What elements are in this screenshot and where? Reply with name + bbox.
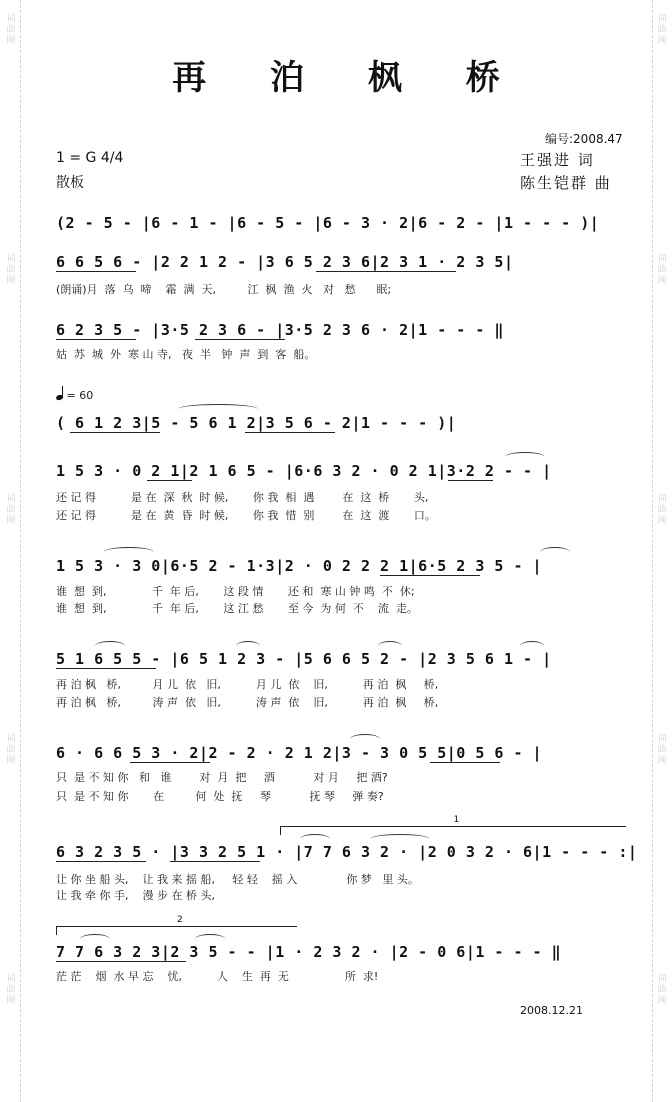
song-title: 再 泊 枫 桥: [172, 58, 526, 98]
lyric-line-9-verse-1: 让 你 坐 船 头, 让 我 来 摇 船, 轻 轻 摇 入 你 梦 里 头。: [56, 873, 419, 886]
quarter-note-icon: [55, 394, 63, 401]
watermark-right-5: 词 曲 网: [657, 974, 667, 1006]
tempo-value: = 60: [66, 389, 94, 402]
beam-line: [245, 432, 335, 433]
beam-line: [316, 271, 456, 272]
beam-line: [56, 271, 136, 272]
notation-line-7: 5 1 6 5 5 - |6 5 1 2 3 - |5 6 6 5 2 - |2 3 5 6 1 - |: [56, 650, 552, 668]
watermark-right-1: 词 曲 网: [657, 14, 667, 46]
volta-label-1: 1: [453, 815, 460, 825]
lyric-line-6-verse-1: 谁 想 到, 千 年 后, 这 段 情 还 和 寒 山 钟 鸣 不 休;: [56, 585, 415, 598]
left-margin-line: [20, 0, 21, 1102]
volta-label-2: 2: [177, 915, 183, 925]
lyric-line-5-verse-1: 还 记 得 是 在 深 秋 时 候, 你 我 相 遇 在 这 桥 头,: [56, 491, 429, 504]
composition-date: 2008.12.21: [520, 1004, 583, 1017]
lyric-line-9-verse-2: 让 我 牵 你 手, 漫 步 在 桥 头,: [56, 889, 215, 902]
lyric-line-5-verse-2: 还 记 得 是 在 黄 昏 时 候, 你 我 惜 别 在 这 渡 口。: [56, 509, 436, 522]
lyric-line-7-verse-1: 再 泊 枫 桥, 月 儿 依 旧, 月 儿 依 旧, 再 泊 枫 桥,: [56, 678, 439, 691]
key-signature: 1 = G 4/4: [56, 150, 124, 166]
notation-line-9: 6 3 2 3 5 · |3 3 2 5 1 · |7 7 6 3 2 · |2 0 3 2 · 6|1 - - - :|: [56, 843, 638, 861]
watermark-right-3: 词 曲 网: [657, 494, 667, 526]
watermark-left-1: 词 曲 网: [6, 14, 16, 46]
notation-line-4: ( 6 1 2 3|5 - 5 6 1 2|3 5 6 - 2|1 - - - )|: [56, 414, 457, 432]
lyric-line-10-verse-1: 茫 茫 烟 水 早 忘 忧, 人 生 再 无 所 求!: [56, 970, 379, 983]
watermark-left-3: 词 曲 网: [6, 494, 16, 526]
notation-line-10: 7 7 6 3 2 3|2 3 5 - - |1 · 2 3 2 · |2 - 0 6|1 - - - ‖: [56, 943, 562, 961]
beam-line: [147, 480, 192, 481]
notation-line-2: 6 6 5 6 - |2 2 1 2 - |3 6 5 2 3 6|2 3 1 · 2 3 5|: [56, 253, 514, 271]
right-margin-line: [652, 0, 653, 1102]
beam-line: [430, 762, 500, 763]
watermark-left-4: 词 曲 网: [6, 734, 16, 766]
composer-credit: 陈生铠群 曲: [520, 174, 612, 192]
lyric-line-8-verse-1: 只 是 不 知 你 和 谁 对 月 把 酒 对 月 把 酒?: [56, 771, 388, 784]
notation-line-8: 6 · 6 6 5 3 · 2|2 - 2 · 2 1 2|3 - 3 0 5 5|0 5 6 - |: [56, 744, 543, 762]
watermark-right-2: 词 曲 网: [657, 254, 667, 286]
notation-line-5: 1 5 3 · 0 2 1|2 1 6 5 - |6·6 3 2 · 0 2 1|3·2 2 - - |: [56, 462, 552, 480]
beam-line: [56, 961, 186, 962]
watermark-left-5: 词 曲 网: [6, 974, 16, 1006]
slur-mark: [350, 734, 380, 744]
watermark-left-2: 词 曲 网: [6, 254, 16, 286]
notation-line-3: 6 2 3 5 - |3·5 2 3 6 - |3·5 2 3 6 · 2|1 - - - ‖: [56, 321, 504, 339]
beam-line: [56, 339, 136, 340]
slur-mark: [178, 404, 258, 414]
lyricist-credit: 王强进 词: [520, 151, 595, 169]
serial-number: 编号:2008.47: [545, 132, 623, 146]
slur-mark: [505, 452, 545, 462]
lyric-line-8-verse-2: 只 是 不 知 你 在 何 处 抚 琴 抚 琴 弹 奏?: [56, 790, 384, 803]
volta-bracket-1: [280, 815, 626, 835]
beam-line: [56, 861, 146, 862]
lyric-line-7-verse-2: 再 泊 枫 桥, 涛 声 依 旧, 涛 声 依 旧, 再 泊 枫 桥,: [56, 696, 439, 709]
beam-line: [380, 575, 480, 576]
beam-line: [448, 480, 493, 481]
slur-mark: [104, 547, 154, 557]
lyric-line-6-verse-2: 谁 想 到, 千 年 后, 这 江 愁 至 今 为 何 不 流 走。: [56, 602, 418, 615]
lyric-line-2-verse-1: (朗诵)月 落 乌 啼 霜 满 天, 江 枫 渔 火 对 愁 眠;: [56, 283, 392, 296]
slur-mark: [540, 547, 570, 557]
beam-line: [170, 861, 260, 862]
watermark-right-4: 词 曲 网: [657, 734, 667, 766]
lyric-line-3-verse-1: 姑 苏 城 外 寒 山 寺, 夜 半 钟 声 到 客 船。: [56, 348, 316, 361]
performance-style: 散板: [56, 175, 84, 191]
beam-line: [195, 339, 285, 340]
beam-line: [130, 762, 210, 763]
notation-line-6: 1 5 3 · 3 0|6·5 2 - 1·3|2 · 0 2 2 2 1|6·5 2 3 5 - |: [56, 557, 543, 575]
notation-line-1: (2 - 5 - |6 - 1 - |6 - 5 - |6 - 3 · 2|6 - 2 - |1 - - - )|: [56, 214, 600, 232]
beam-line: [70, 432, 160, 433]
tempo-marking: [56, 386, 93, 402]
beam-line: [56, 668, 156, 669]
